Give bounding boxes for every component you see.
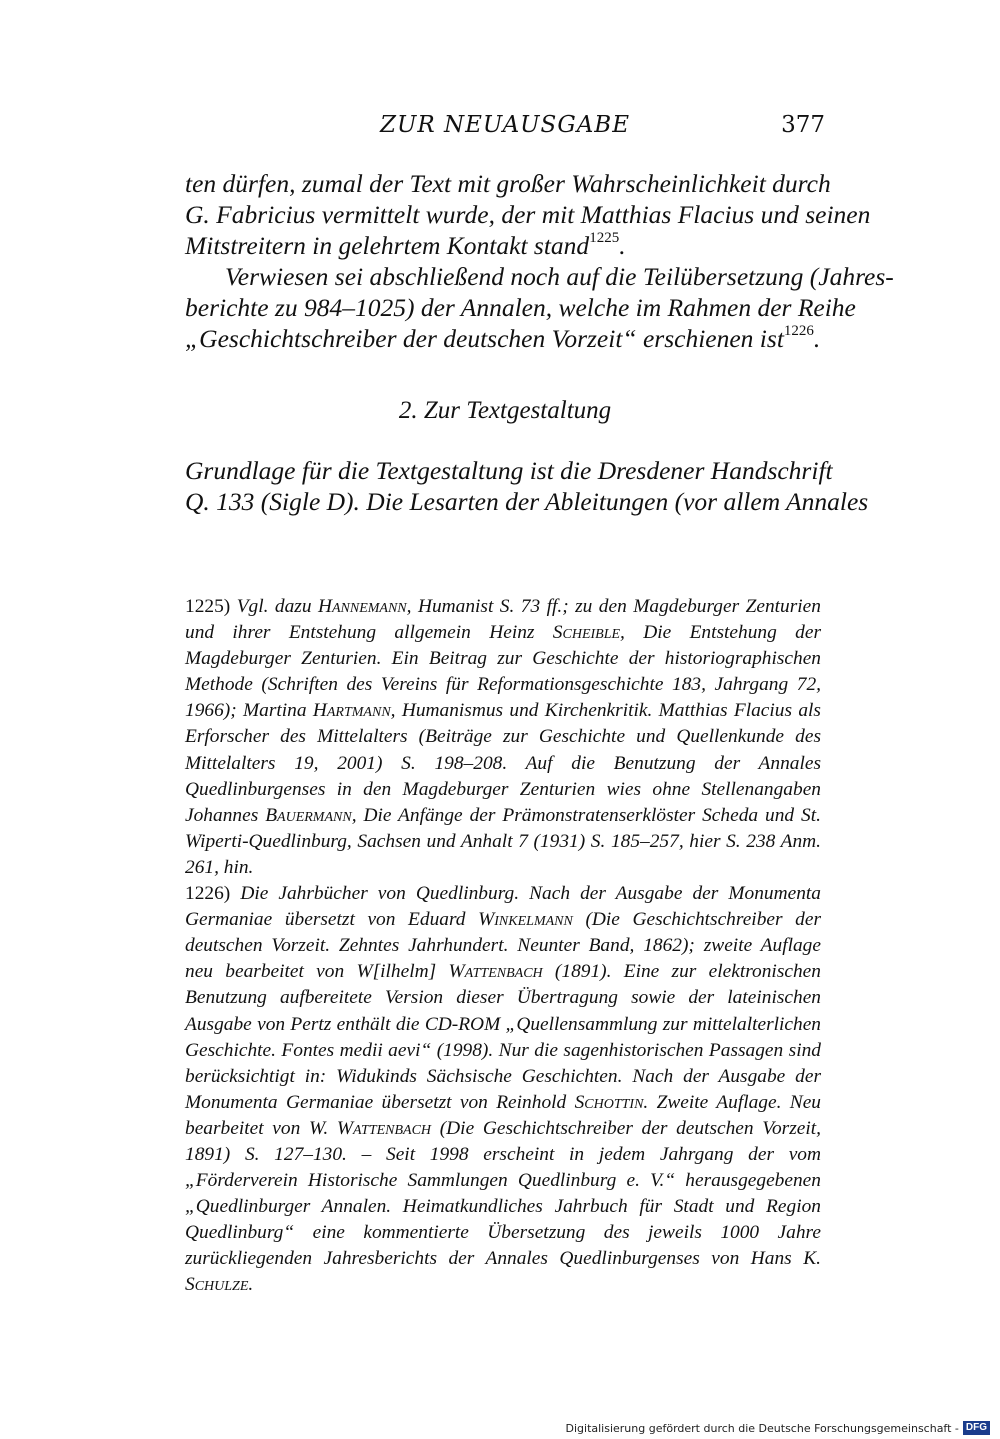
footnote-1226 (185, 881, 821, 1299)
author-name: Hartmann (312, 700, 391, 722)
body-paragraph-1 (185, 168, 871, 261)
footnote-text: Vgl. dazu (236, 596, 312, 617)
footnote-text: Die Jahrbücher von Quedlinburg. Nach der Ausgabe der Monumenta Germaniae übersetzt von Eduard (185, 883, 821, 931)
text-line: berichte zu 984–1025) der Annalen, welche im Rahmen der Reihe (185, 293, 856, 322)
author-name: Wattenbach (448, 961, 543, 983)
text-line (185, 323, 825, 354)
footnote-text: (Die Geschichtschreiber der deutschen Vorzeit, 1891) S. 127–130. – Seit 1998 erscheint in jedem Jahrgang der vom „Förderverein Historische Sammlungen Quedlinburg e. V.“ herausgegebenen „Quedlinburger Annalen. Heimatkundliches Jahrbuch für Stadt und Region Quedlinburg“ eine kommentierte Übersetzung des jeweils 1000 Jahre zurückliegenden Jahresberichts der Annales Quedlinburgenses von Hans K. (185, 1117, 821, 1270)
text-fragment: . (813, 324, 821, 353)
footnote-ref-1226[interactable]: 1226 (783, 323, 814, 339)
author-name: Hannemann (317, 596, 407, 617)
text-line: ten dürfen, zumal der Text mit großer Wahrscheinlichkeit durch (185, 169, 831, 198)
footnote-text: , Die Anfänge der Prämonstratenserklöster Scheda und St. Wiperti-Quedlinburg, Sachsen und Anhalt 7 (1931) S. 185–257, hier S. 238 Anm. 261, hin. (185, 804, 821, 878)
footnote-number: 1226) (185, 883, 231, 905)
text-line: Verwiesen sei abschließend noch auf die Teilübersetzung (Jahres- (225, 262, 894, 291)
footnote-text: (1891). Eine zur elektronischen Benutzung aufbereitete Version dieser Übertragung sowie der lateinischen Ausgabe von Pertz enthält die CD-ROM „Quellensammlung zur mittelalterlichen Geschichte. Fontes medii aevi“ (1998). Nur die sagenhistorischen Passagen sind berücksichtigt in: Widukinds Sächsische Geschichten. Nach der Ausgabe der Monumenta Germaniae übersetzt von Reinhold (185, 961, 821, 1113)
digitization-credit (566, 1421, 991, 1435)
body-paragraph-3 (185, 455, 869, 517)
author-name: Scheible (552, 622, 621, 644)
footnote-text: . Zweite Auflage. Neu bearbeitet von W. (185, 1091, 822, 1139)
text-line: G. Fabricius vermittelt wurde, der mit Matthias Flacius und seinen (185, 200, 871, 229)
author-name: Schulze (185, 1274, 249, 1296)
footnote-text: , Humanismus und Kirchenkritik. Matthias Flacius als Erforscher des Mittelalters (Beiträge zur Geschichte und Quellenkunde des Mittelalters 19, 2001) S. 198–208. Auf die Benutzung der Annales Quedlinburgenses in den Magdeburger Zenturien wies ohne Stellenangaben Johannes (185, 700, 821, 826)
credit-text: Digitalisierung gefördert durch die Deutsche Forschungsgemeinschaft - (565, 1421, 959, 1435)
text-line: Q. 133 (Sigle D). Die Lesarten der Ableitungen (vor allem Annales (185, 487, 869, 516)
footnote-ref-1225[interactable]: 1225 (589, 230, 620, 246)
footnote-text: . (248, 1274, 254, 1296)
text-fragment: „Geschichtschreiber der deutschen Vorzeit“ erschienen ist (185, 324, 784, 353)
text-fragment: . (619, 231, 626, 260)
footnote-text: , Die Entstehung der Magdeburger Zenturien. Ein Beitrag zur Geschichte der historiographischen Methode (Schriften des Vereins für Reformationsgeschichte 183, Jahrgang 72, 1966); Martina (185, 622, 821, 722)
page-number: 377 (781, 112, 825, 138)
footnote-number: 1225) (185, 596, 231, 617)
footnotes (185, 594, 821, 1299)
section-heading: 2. Zur Textgestaltung (398, 397, 612, 424)
text-fragment: Mitstreitern in gelehrtem Kontakt stand (185, 231, 590, 260)
author-name: Bauermann (265, 804, 352, 826)
body-paragraph-2 (185, 261, 894, 354)
running-title: ZUR NEUAUSGABE (379, 112, 630, 138)
text-line (185, 230, 825, 261)
text-line: Grundlage für die Textgestaltung ist die Dresdener Handschrift (185, 456, 833, 485)
author-name: Winkelmann (478, 909, 573, 931)
footnote-1225 (185, 594, 821, 881)
author-name: Schottin (574, 1091, 644, 1113)
footnote-text: , Humanist S. 73 ff.; zu den Magdeburger Zenturien und ihrer Entstehung allgemein Heinz (185, 596, 821, 644)
running-head (185, 112, 825, 144)
dfg-logo: DFG (963, 1421, 990, 1435)
author-name: Wattenbach (336, 1117, 432, 1139)
footnote-text: (Die Geschichtschreiber der deutschen Vorzeit. Zehntes Jahrhundert. Neunter Band, 1862); zweite Auflage neu bearbeitet von W[ilhelm] (185, 909, 821, 983)
